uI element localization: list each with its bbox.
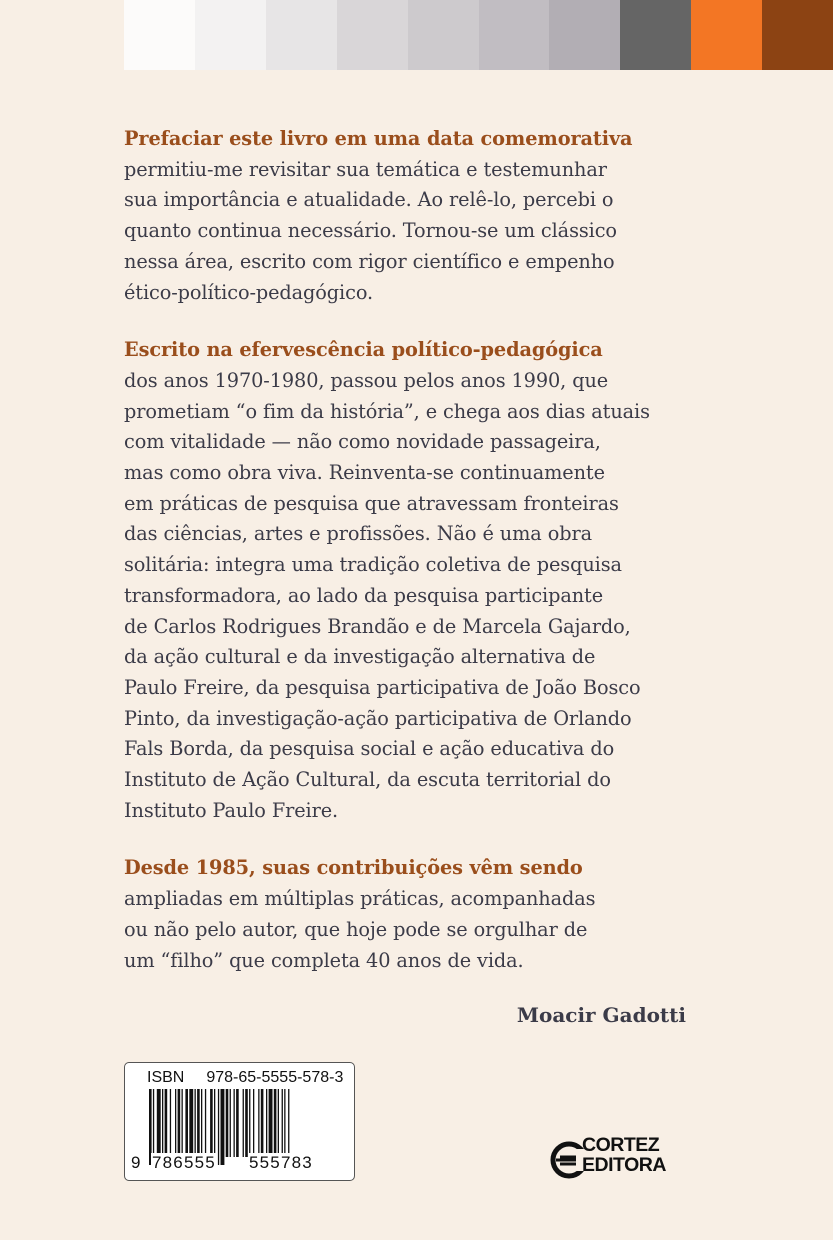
barcode-bar (189, 1089, 193, 1157)
paragraph-line: das ciências, artes e profissões. Não é uma obra (124, 522, 592, 546)
barcode-bar (236, 1089, 239, 1157)
barcode-digits-right: 555783 (249, 1153, 313, 1172)
publisher-line-2: EDITORA (582, 1154, 666, 1176)
color-swatch (762, 0, 833, 70)
color-swatch (479, 0, 550, 70)
barcode-bar (195, 1089, 196, 1157)
paragraph-line: ampliadas em múltiplas práticas, acompanhadas (124, 887, 596, 911)
paragraph-1-lead: Prefaciar este livro em uma data comemorativa (124, 127, 633, 150)
paragraph-line: de Carlos Rodrigues Brandão e de Marcela Gajardo, (124, 614, 631, 638)
barcode-bar (274, 1089, 277, 1157)
paragraph-3 (124, 853, 694, 976)
isbn-text (147, 1069, 343, 1087)
paragraph-line: Fals Borda, da pesquisa social e ação educativa do (124, 737, 615, 761)
barcode-digit-first: 9 (131, 1153, 141, 1172)
barcode-bar (282, 1089, 283, 1157)
paragraph-line: solitária: integra uma tradição coletiva de pesquisa (124, 553, 622, 577)
publisher-line-1: CORTEZ (582, 1134, 660, 1156)
barcode-bar (221, 1089, 225, 1165)
barcode-bar (170, 1089, 171, 1157)
paragraph-line: Instituto de Ação Cultural, da escuta territorial do (124, 768, 611, 792)
barcode-bar (210, 1089, 213, 1157)
barcode-bar (284, 1089, 285, 1157)
barcode-bar (226, 1089, 229, 1157)
color-swatch (266, 0, 337, 70)
paragraph-line: em práticas de pesquisa que atravessam fronteiras (124, 491, 619, 515)
barcode-bar (266, 1089, 267, 1157)
barcode-bar (230, 1089, 231, 1157)
paragraph-line: transformadora, ao lado da pesquisa participante (124, 583, 604, 607)
paragraph-line: mas como obra viva. Reinventa-se continuamente (124, 461, 605, 485)
paragraph-line: permitiu-me revisitar sua temática e testemunhar (124, 157, 607, 181)
paragraph-line: ou não pelo autor, que hoje pode se orgulhar de (124, 917, 588, 941)
barcode-bar (253, 1089, 254, 1157)
paragraph-1 (124, 124, 694, 308)
paragraph-line: nessa área, escrito com rigor científico e empenho (124, 249, 615, 273)
barcode-bar (165, 1089, 168, 1157)
publisher-name (582, 1135, 666, 1175)
barcode-bar (249, 1089, 250, 1157)
barcode-bar (278, 1089, 279, 1157)
paragraph-2-lead: Escrito na efervescência político-pedagógica (124, 338, 603, 362)
barcode-bar (178, 1089, 181, 1157)
color-swatch (620, 0, 691, 70)
paragraph-line: Paulo Freire, da pesquisa participativa de João Bosco (124, 675, 641, 699)
color-calibration-strip (124, 0, 833, 70)
color-swatch (195, 0, 266, 70)
cortez-c-icon (550, 1137, 584, 1183)
barcode-bar (245, 1089, 248, 1157)
paragraph-3-lead: Desde 1985, suas contribuições vêm sendo (124, 856, 583, 880)
color-swatch (408, 0, 479, 70)
color-swatch (337, 0, 408, 70)
barcode-bar (269, 1089, 273, 1157)
barcode-bar (201, 1089, 202, 1157)
barcode-bar (205, 1089, 206, 1157)
barcode-bar (175, 1089, 176, 1157)
isbn-barcode (124, 1062, 355, 1181)
paragraph-2 (124, 335, 694, 826)
paragraph-line: ético-político-pedagógico. (124, 280, 374, 304)
color-swatch (691, 0, 762, 70)
publisher-logo (550, 1135, 690, 1183)
isbn-number: 978-65-5555-578-3 (206, 1069, 344, 1086)
barcode-bar (234, 1089, 235, 1157)
barcode-bar (261, 1089, 264, 1157)
paragraph-line: Pinto, da investigação-ação participativa de Orlando (124, 706, 632, 730)
paragraph-line: quanto continua necessário. Tornou-se um clássico (124, 219, 617, 243)
barcode-bar (182, 1089, 183, 1157)
isbn-label: ISBN (147, 1069, 185, 1086)
barcode-bar (185, 1089, 188, 1157)
barcode-bar (197, 1089, 200, 1157)
paragraph-line: dos anos 1970-1980, passou pelos anos 1990, que (124, 368, 609, 392)
barcode-bar (162, 1089, 163, 1157)
barcode-bar (157, 1089, 161, 1157)
barcode-bar (214, 1089, 215, 1157)
barcode-digits-left: 786555 (152, 1153, 216, 1172)
paragraph-line: com vitalidade — não como novidade passageira, (124, 430, 601, 454)
author-signature: Moacir Gadotti (516, 1003, 686, 1027)
paragraph-line: um “filho” que completa 40 anos de vida. (124, 948, 524, 972)
paragraph-line: da ação cultural e da investigação alternativa de (124, 645, 596, 669)
paragraph-line: Instituto Paulo Freire. (124, 798, 339, 822)
color-swatch (549, 0, 620, 70)
barcode-bar (243, 1089, 244, 1157)
color-swatch (124, 0, 195, 70)
barcode-bar (218, 1089, 219, 1165)
paragraph-line: prometiam “o fim da história”, e chega aos dias atuais (124, 399, 650, 423)
barcode-bar (258, 1089, 259, 1157)
back-cover-text (124, 124, 694, 1003)
paragraph-line: sua importância e atualidade. Ao relê-lo, percebi o (124, 188, 614, 212)
